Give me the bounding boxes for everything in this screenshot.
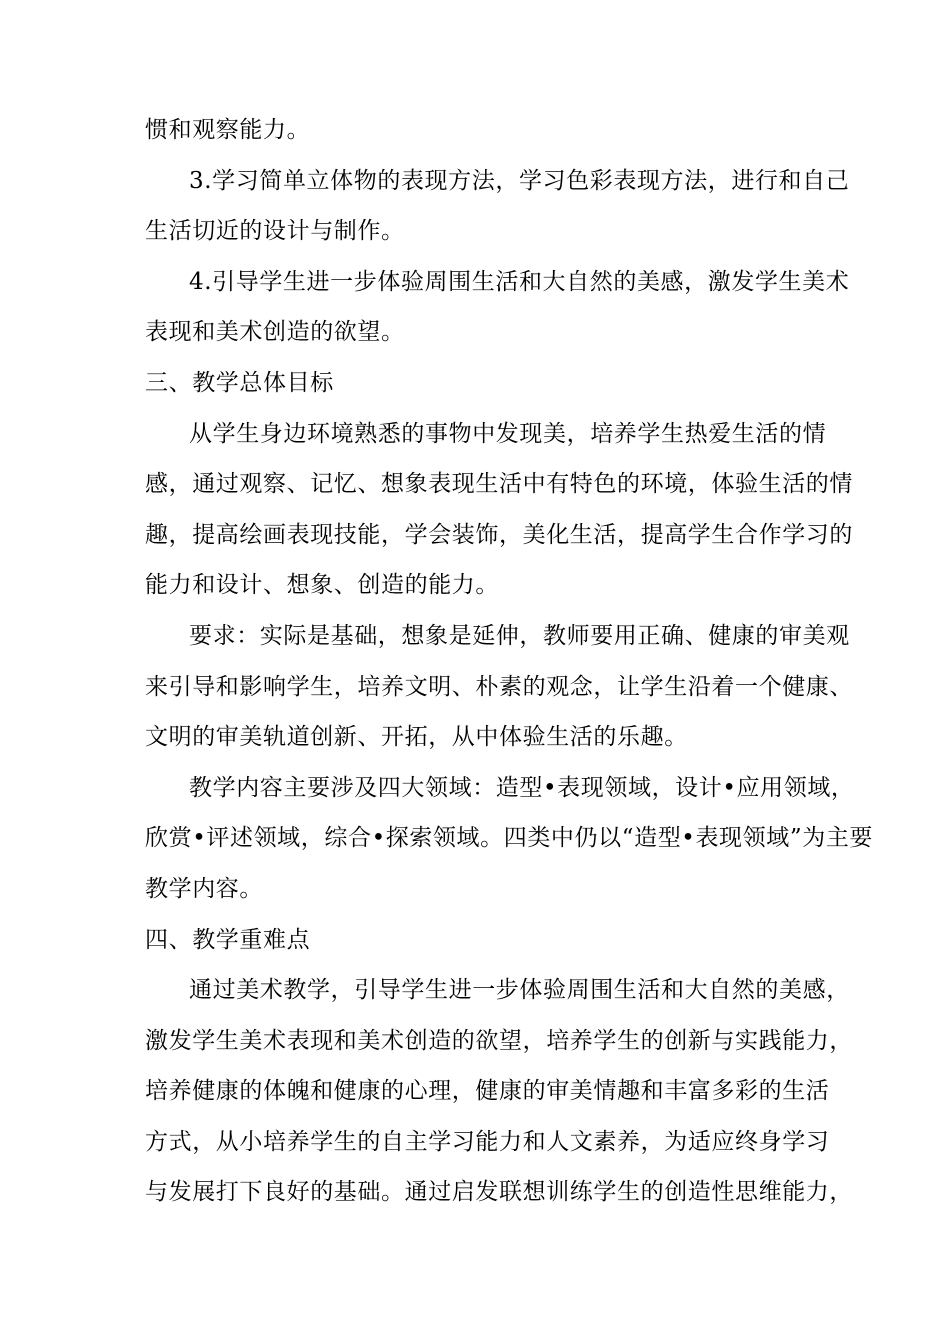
text-line: 要求：实际是基础，想象是延伸，教师要用正确、健康的审美观 — [189, 622, 850, 649]
text-line: 表现和美术创造的欲望。 — [145, 319, 405, 346]
text-line: 惯和观察能力。 — [145, 117, 311, 143]
text-line: 培养健康的体魄和健康的心理，健康的审美情趣和丰富多彩的生活 — [145, 1078, 830, 1105]
text-line: 激发学生美术表现和美术创造的欲望，培养学生的创新与实践能力， — [145, 1027, 853, 1054]
text-line: 通过美术教学，引导学生进一步体验周围生活和大自然的美感， — [189, 977, 850, 1004]
text-line: 趣，提高绘画表现技能，学会装饰，美化生活，提高学生合作学习的 — [145, 521, 853, 548]
text-line: 生活切近的设计与制作。 — [145, 218, 405, 245]
text-line: 来引导和影响学生，培养文明、朴素的观念，让学生沿着一个健康、 — [145, 673, 853, 700]
document-page — [145, 113, 874, 1226]
text-line: 欣赏•评述领域，综合•探索领域。四类中仍以“造型•表现领域”为主要 — [145, 825, 874, 852]
section-heading: 四、教学重难点 — [145, 926, 311, 953]
text-line: 与发展打下良好的基础。通过启发联想训练学生的创造性思维能力， — [145, 1179, 853, 1206]
text-line: 能力和设计、想象、创造的能力。 — [145, 572, 499, 599]
section-heading: 三、教学总体目标 — [145, 369, 334, 396]
text-line: 教学内容。 — [145, 875, 263, 902]
text-line: 感，通过观察、记忆、想象表现生活中有特色的环境，体验生活的情 — [145, 471, 853, 498]
text-line: 4.引导学生进一步体验周围生活和大自然的美感，激发学生美术 — [189, 268, 850, 295]
text-line: 方式，从小培养学生的自主学习能力和人文素养，为适应终身学习 — [145, 1128, 830, 1155]
text-line: 教学内容主要涉及四大领域：造型•表现领域，设计•应用领域， — [189, 774, 855, 801]
text-line: 文明的审美轨道创新、开拓，从中体验生活的乐趣。 — [145, 724, 688, 751]
text-line: 从学生身边环境熟悉的事物中发现美，培养学生热爱生活的情 — [189, 420, 827, 447]
text-line: 3.学习简单立体物的表现方法，学习色彩表现方法，进行和自己 — [189, 167, 850, 194]
